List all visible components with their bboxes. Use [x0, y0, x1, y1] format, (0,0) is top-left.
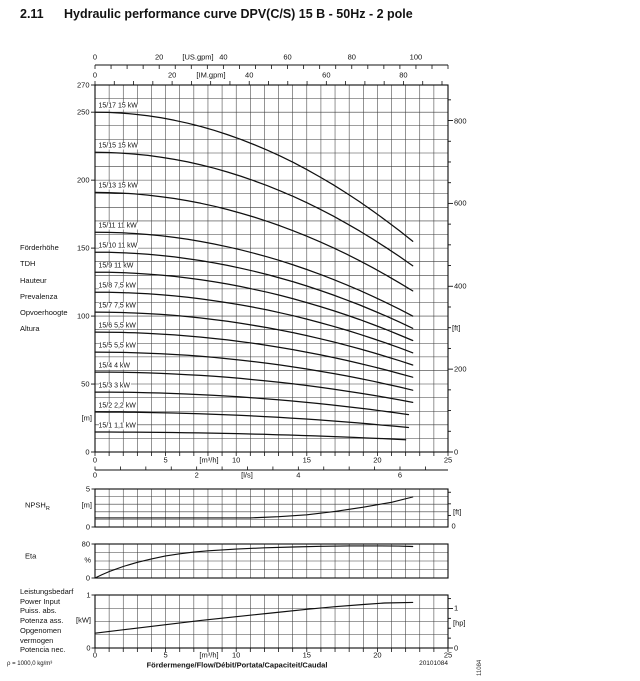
m3h-tick: 20	[373, 454, 382, 464]
section-number: 2.11	[20, 7, 44, 21]
curve-label: 15/1 1,1 kW	[98, 422, 136, 430]
unit-hp-power: [hp]	[453, 618, 466, 628]
head-m-tick: 0	[85, 447, 90, 457]
eta-axis-label: Eta	[25, 551, 37, 561]
power-kw-tick: 1	[86, 590, 91, 600]
head-word-de: Förderhöhe	[20, 243, 59, 252]
npsh-ft-tick: 0	[451, 521, 456, 531]
unit-ls: [l/s]	[241, 469, 253, 479]
power-word-nl2: vermogen	[20, 635, 54, 645]
curve-label: 15/5 5,5 kW	[98, 342, 136, 350]
head-m-tick: 150	[76, 243, 90, 253]
power-m3h-tick: 25	[443, 650, 453, 660]
flow-caption: Fördermenge/Flow/Débit/Portata/Capaciteit/Caudal	[146, 660, 328, 670]
unit-ft-head: [ft]	[452, 323, 461, 333]
head-axis-label-block	[20, 240, 68, 338]
power-kw-tick: 0	[86, 643, 91, 653]
head-ft-tick: 0	[454, 447, 459, 457]
head-word-fr: Hauteur	[20, 275, 47, 285]
imgpm-tick: 20	[167, 69, 177, 79]
power-m3h-tick: 5	[163, 650, 168, 660]
power-word-es: Potencia nec.	[20, 645, 66, 655]
unit-imgpm: [IM.gpm]	[196, 69, 226, 79]
curve-label: 15/4 4 kW	[98, 362, 131, 370]
curve-label: 15/13 15 kW	[98, 182, 138, 190]
power-m3h-tick: 20	[373, 650, 382, 660]
head-m-tick: 200	[76, 175, 90, 185]
npsh-m-tick: 5	[85, 484, 90, 494]
power-word-en: Power Input	[20, 596, 61, 606]
unit-m-npsh: [m]	[81, 500, 92, 510]
head-word-es: Altura	[20, 324, 40, 334]
head-m-tick: 100	[76, 311, 90, 321]
imgpm-tick: 60	[322, 69, 331, 79]
drawing-number: 20101084	[419, 659, 448, 667]
npsh-axis-label	[25, 502, 50, 513]
curve-label: 15/11 11 kW	[98, 222, 137, 230]
curve-label: 15/6 5,5 kW	[98, 322, 136, 330]
usgpm-tick: 60	[283, 52, 292, 62]
eta-tick: 0	[85, 573, 90, 583]
eta-tick: 80	[81, 539, 90, 549]
unit-percent-eta: %	[84, 555, 91, 565]
usgpm-tick: 100	[409, 52, 423, 62]
unit-kw-power: [kW]	[76, 615, 91, 625]
head-m-tick: 270	[76, 80, 90, 90]
ls-tick: 0	[92, 469, 98, 479]
page-title: Hydraulic performance curve DPV(C/S) 15 B - 50Hz - 2 pole	[64, 7, 413, 21]
ls-tick: 2	[194, 469, 199, 479]
head-m-tick: 50	[81, 379, 90, 389]
curve-label: 15/3 3 kW	[98, 382, 131, 390]
head-ft-tick: 400	[454, 281, 467, 291]
m3h-tick: 0	[92, 454, 98, 464]
power-m3h-tick: 15	[302, 650, 311, 660]
head-m-tick: 250	[76, 107, 90, 117]
unit-m-head: [m]	[81, 413, 92, 423]
power-word-fr: Puiss. abs.	[20, 606, 57, 616]
unit-m3h-main: [m³/h]	[199, 454, 219, 464]
m3h-tick: 5	[163, 454, 168, 464]
head-word-it: Prevalenza	[20, 291, 58, 301]
curve-label: 15/2 2,2 kW	[98, 402, 136, 410]
power-hp-tick: 0	[454, 643, 459, 653]
m3h-tick: 25	[443, 454, 453, 464]
curve-label: 15/7 7,5 kW	[98, 302, 136, 310]
imgpm-tick: 0	[92, 69, 98, 79]
usgpm-tick: 40	[219, 52, 228, 62]
curve-label: 15/15 15 kW	[98, 142, 138, 150]
power-word-de: Leistungsbedarf	[20, 587, 74, 596]
power-hp-tick: 1	[454, 603, 459, 613]
usgpm-tick: 80	[347, 52, 356, 62]
ls-tick: 4	[296, 469, 301, 479]
curve-label: 15/17 15 kW	[98, 102, 138, 110]
unit-usgpm: [US.gpm]	[182, 52, 214, 62]
npsh-subscript: R	[45, 506, 50, 512]
head-word-en: TDH	[20, 259, 36, 269]
unit-ft-npsh: [ft]	[453, 507, 462, 517]
vertical-form-code: 11084	[477, 659, 483, 676]
imgpm-tick: 80	[399, 69, 408, 79]
density-note: ρ = 1000,0 kg/m³	[7, 661, 53, 667]
npsh-text: NPSH	[25, 500, 46, 510]
usgpm-tick: 0	[92, 52, 98, 62]
curve-label: 15/9 11 kW	[98, 262, 134, 270]
m3h-tick: 15	[302, 454, 311, 464]
head-ft-tick: 800	[454, 115, 467, 125]
power-word-nl1: Opgenomen	[20, 625, 62, 635]
head-word-nl: Opvoerhoogte	[20, 308, 68, 318]
unit-m3h-power: [m³/h]	[199, 650, 219, 660]
curve-label: 15/8 7,5 kW	[98, 282, 136, 290]
head-ft-tick: 200	[454, 364, 467, 374]
power-axis-label-block	[20, 587, 73, 655]
power-m3h-tick: 10	[232, 650, 241, 660]
power-word-it: Potenza ass.	[20, 616, 64, 626]
npsh-m-tick: 0	[85, 522, 90, 532]
power-m3h-tick: 0	[92, 650, 98, 660]
m3h-tick: 10	[232, 454, 241, 464]
curve-label: 15/10 11 kW	[98, 242, 138, 250]
ls-tick: 6	[397, 469, 403, 479]
imgpm-tick: 40	[245, 69, 254, 79]
head-ft-tick: 600	[454, 198, 467, 208]
usgpm-tick: 20	[155, 52, 164, 62]
